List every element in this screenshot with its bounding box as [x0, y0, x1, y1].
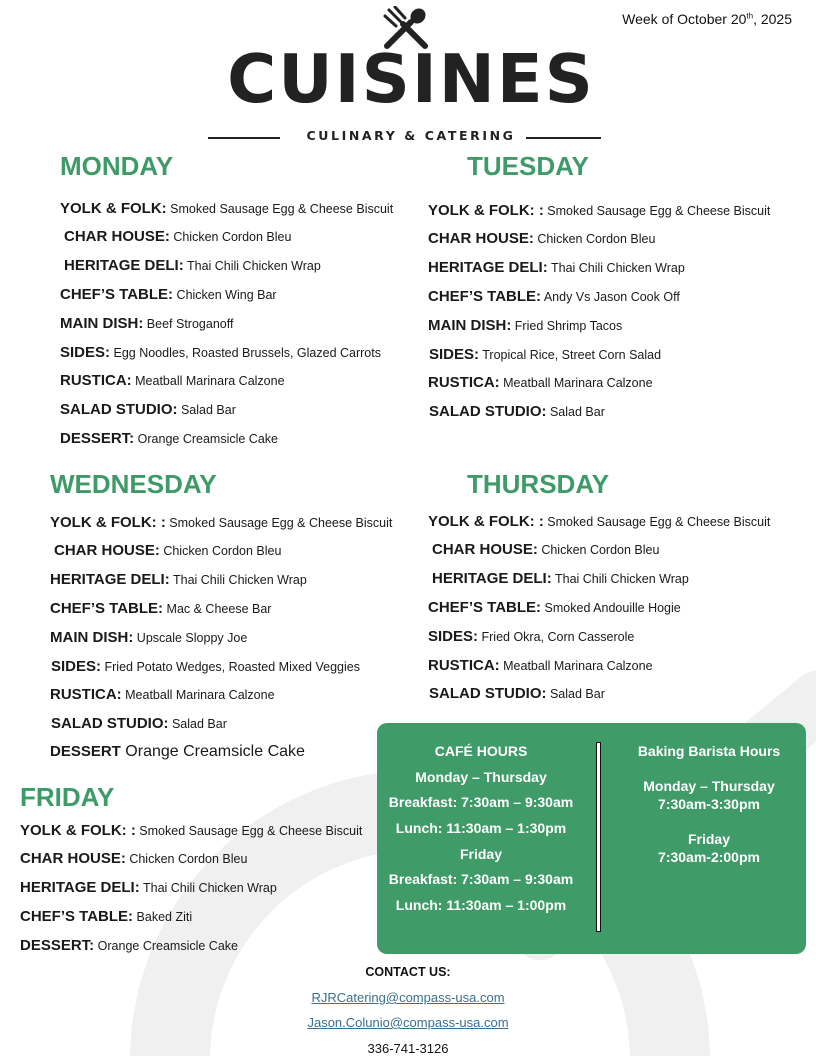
menu-item: HERITAGE DELI: Thai Chili Chicken Wrap [20, 879, 277, 896]
barista-hours-title: Baking Barista Hours [637, 743, 781, 759]
email-link-jason[interactable]: Jason.Colunio@compass-usa.com [307, 1015, 509, 1030]
menu-item: SIDES: Fried Okra, Corn Casserole [428, 628, 635, 645]
menu-item: DESSERT: Orange Creamsicle Cake [20, 937, 238, 954]
cuisines-logo [196, 4, 626, 144]
menu-item: CHEF’S TABLE: Smoked Andouille Hogie [428, 599, 681, 616]
menu-item: CHAR HOUSE: Chicken Cordon Bleu [20, 850, 248, 867]
menu-item: DESSERT: Orange Creamsicle Cake [60, 430, 278, 447]
menu-item: HERITAGE DELI: Thai Chili Chicken Wrap [428, 259, 685, 276]
day-title-wednesday: WEDNESDAY [50, 469, 217, 499]
menu-item: CHAR HOUSE: Chicken Cordon Bleu [428, 230, 656, 247]
menu-item: CHEF’S TABLE: Chicken Wing Bar [60, 286, 277, 303]
menu-item: DESSERT Orange Creamsicle Cake [50, 743, 305, 760]
menu-item: SIDES: Tropical Rice, Street Corn Salad [429, 346, 662, 363]
menu-item: YOLK & FOLK: : Smoked Sausage Egg & Cheese Biscuit [428, 513, 771, 530]
day-title-thursday: THURSDAY [467, 469, 610, 499]
barista-hours-mon-thu: Monday – Thursday [643, 778, 775, 794]
menu-item: HERITAGE DELI: Thai Chili Chicken Wrap [64, 257, 321, 274]
email-link-rjr[interactable]: RJRCatering@compass-usa.com [311, 990, 505, 1005]
tagline-rule-right [526, 137, 601, 139]
day-title-friday: FRIDAY [20, 782, 115, 812]
cafe-hours-title: CAFÉ HOURS [434, 743, 528, 759]
menu-item: YOLK & FOLK: : Smoked Sausage Egg & Cheese Biscuit [20, 822, 363, 839]
menu-item: HERITAGE DELI: Thai Chili Chicken Wrap [432, 570, 689, 587]
menu-item: CHEF’S TABLE: Andy Vs Jason Cook Off [428, 288, 680, 305]
day-title-tuesday: TUESDAY [467, 151, 589, 181]
menu-item: CHEF’S TABLE: Baked Ziti [20, 908, 193, 925]
menu-item: CHAR HOUSE: Chicken Cordon Bleu [54, 542, 282, 559]
menu-item: RUSTICA: Meatball Marinara Calzone [428, 374, 653, 391]
brand-name: CUISINES [227, 40, 595, 118]
menu-item: SALAD STUDIO: Salad Bar [60, 401, 236, 418]
day-title-monday: MONDAY [60, 151, 174, 181]
contact-phone: 336-741-3126 [367, 1041, 449, 1056]
hours-divider [596, 742, 601, 932]
menu-item: RUSTICA: Meatball Marinara Calzone [60, 372, 285, 389]
cafe-hours-friday: Friday [459, 846, 502, 862]
menu-item: HERITAGE DELI: Thai Chili Chicken Wrap [50, 571, 307, 588]
menu-item: SIDES: Egg Noodles, Roasted Brussels, Glazed Carrots [60, 344, 381, 361]
cafe-hours-friday-breakfast: Breakfast: 7:30am – 9:30am [388, 871, 574, 887]
menu-item: CHAR HOUSE: Chicken Cordon Bleu [432, 541, 660, 558]
cafe-hours-breakfast: Breakfast: 7:30am – 9:30am [388, 794, 574, 810]
barista-hours-mon-thu-time: 7:30am-3:30pm [658, 796, 760, 812]
cafe-hours-mon-thu: Monday – Thursday [415, 769, 547, 785]
contact-email-row-2 [0, 1015, 816, 1030]
menu-item: RUSTICA: Meatball Marinara Calzone [428, 657, 653, 674]
menu-item: YOLK & FOLK: : Smoked Sausage Egg & Cheese Biscuit [428, 202, 771, 219]
brand-tagline: CULINARY & CATERING [306, 128, 516, 143]
cafe-hours-lunch: Lunch: 11:30am – 1:30pm [395, 820, 567, 836]
contact-label: CONTACT US: [365, 965, 451, 979]
menu-item: RUSTICA: Meatball Marinara Calzone [50, 686, 275, 703]
menu-item: SALAD STUDIO: Salad Bar [51, 715, 227, 732]
menu-item: MAIN DISH: Beef Stroganoff [60, 315, 234, 332]
menu-item: SIDES: Fried Potato Wedges, Roasted Mixed Veggies [51, 658, 360, 675]
menu-item: MAIN DISH: Upscale Sloppy Joe [50, 629, 248, 646]
menu-item: YOLK & FOLK: : Smoked Sausage Egg & Cheese Biscuit [50, 514, 393, 531]
menu-item: CHEF’S TABLE: Mac & Cheese Bar [50, 600, 272, 617]
barista-hours-friday: Friday [687, 831, 730, 847]
barista-hours-friday-time: 7:30am-2:00pm [658, 849, 760, 865]
cafe-hours-friday-lunch: Lunch: 11:30am – 1:00pm [395, 897, 567, 913]
contact-email-row-1 [0, 990, 816, 1005]
week-of-date: Week of October 20th, 2025 [622, 11, 792, 27]
hours-panel [377, 723, 806, 954]
menu-item: SALAD STUDIO: Salad Bar [429, 403, 605, 420]
menu-item: YOLK & FOLK: Smoked Sausage Egg & Cheese Biscuit [60, 200, 394, 217]
menu-item: SALAD STUDIO: Salad Bar [429, 685, 605, 702]
menu-item: CHAR HOUSE: Chicken Cordon Bleu [64, 228, 292, 245]
menu-item: MAIN DISH: Fried Shrimp Tacos [428, 317, 623, 334]
